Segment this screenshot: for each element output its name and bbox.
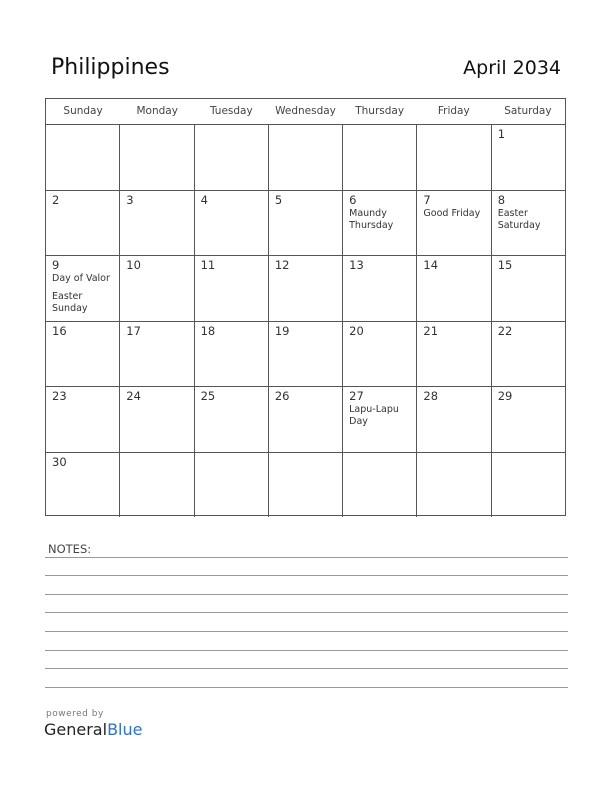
day-cell-23 bbox=[46, 387, 120, 452]
notes-line bbox=[45, 631, 568, 632]
day-number: 11 bbox=[200, 258, 216, 272]
day-number: 18 bbox=[200, 323, 216, 338]
day-number: 25 bbox=[200, 389, 216, 403]
day-number: 23 bbox=[52, 389, 67, 403]
calendar-country-title: Philippines bbox=[51, 55, 170, 80]
day-number: 9 bbox=[52, 258, 60, 272]
day-number: 5 bbox=[274, 192, 283, 207]
calendar-month-title: April 2034 bbox=[463, 57, 561, 79]
day-number: 29 bbox=[497, 389, 513, 403]
day-cell-3 bbox=[120, 191, 194, 256]
day-number: 12 bbox=[274, 258, 290, 272]
calendar-weeks bbox=[46, 125, 565, 517]
day-cell-13 bbox=[343, 256, 417, 321]
day-cell-26 bbox=[269, 387, 343, 452]
day-cell-16 bbox=[46, 322, 120, 387]
notes-line bbox=[45, 650, 568, 651]
weekday-header-friday: Friday bbox=[437, 105, 470, 117]
day-cell-4 bbox=[195, 191, 269, 256]
weekday-header-wednesday: Wednesday bbox=[275, 105, 336, 117]
day-number: 8 bbox=[497, 192, 506, 207]
week-row bbox=[46, 191, 565, 257]
day-cell-21 bbox=[417, 322, 491, 387]
day-cell-6 bbox=[343, 191, 417, 256]
brand-general: General bbox=[44, 720, 108, 739]
day-cell-empty bbox=[492, 453, 565, 518]
day-cell-empty bbox=[343, 125, 417, 190]
day-number: 21 bbox=[423, 323, 439, 338]
brand-blue: Blue bbox=[107, 720, 143, 739]
day-number: 19 bbox=[274, 323, 290, 338]
notes-line bbox=[45, 575, 568, 576]
holiday-event: Maundy Thursday bbox=[349, 207, 394, 231]
day-number: 15 bbox=[497, 258, 513, 272]
day-number: 30 bbox=[52, 454, 67, 469]
day-cell-20 bbox=[343, 322, 417, 387]
week-row bbox=[46, 125, 565, 191]
day-cell-empty bbox=[195, 453, 269, 518]
notes-line bbox=[45, 557, 568, 558]
week-row bbox=[46, 453, 565, 518]
day-cell-18 bbox=[195, 322, 269, 387]
holiday-event: Lapu-Lapu Day bbox=[349, 404, 399, 427]
day-number: 22 bbox=[497, 323, 513, 338]
week-row bbox=[46, 387, 565, 453]
week-row bbox=[46, 322, 565, 388]
holiday-event: Easter Sunday bbox=[52, 291, 88, 314]
day-cell-empty bbox=[269, 453, 343, 518]
day-number: 20 bbox=[349, 323, 364, 338]
day-cell-24 bbox=[120, 387, 194, 452]
day-cell-empty bbox=[195, 125, 269, 190]
notes-line bbox=[45, 668, 568, 669]
day-number: 3 bbox=[126, 192, 134, 207]
day-cell-12 bbox=[269, 256, 343, 321]
day-number: 14 bbox=[423, 258, 439, 272]
day-cell-29 bbox=[492, 387, 565, 452]
holiday-event: Good Friday bbox=[423, 207, 481, 219]
day-number: 24 bbox=[126, 389, 141, 403]
generalblue-logo[interactable] bbox=[44, 720, 142, 739]
day-number: 10 bbox=[126, 258, 141, 272]
notes-line bbox=[45, 612, 568, 613]
notes-line bbox=[45, 687, 568, 688]
day-number: 17 bbox=[126, 323, 141, 338]
day-number: 1 bbox=[497, 127, 506, 141]
day-cell-17 bbox=[120, 322, 194, 387]
day-cell-22 bbox=[492, 322, 565, 387]
day-cell-11 bbox=[195, 256, 269, 321]
day-cell-19 bbox=[269, 322, 343, 387]
day-cell-7 bbox=[417, 191, 491, 256]
notes-line bbox=[45, 594, 568, 595]
day-cell-2 bbox=[46, 191, 120, 256]
week-row bbox=[46, 256, 565, 322]
weekday-header-sunday: Sunday bbox=[63, 105, 103, 117]
day-cell-empty bbox=[120, 125, 194, 190]
day-cell-1 bbox=[492, 125, 565, 190]
day-number: 28 bbox=[423, 389, 439, 403]
day-number: 4 bbox=[200, 192, 208, 207]
day-number: 27 bbox=[349, 389, 364, 403]
day-cell-10 bbox=[120, 256, 194, 321]
notes-label: NOTES: bbox=[48, 542, 92, 556]
day-number: 26 bbox=[274, 389, 290, 403]
day-cell-empty bbox=[343, 453, 417, 518]
day-cell-empty bbox=[269, 125, 343, 190]
day-cell-8 bbox=[492, 191, 565, 256]
day-number: 7 bbox=[423, 192, 431, 207]
weekday-header-monday: Monday bbox=[136, 105, 178, 117]
day-cell-5 bbox=[269, 191, 343, 256]
day-cell-15 bbox=[492, 256, 565, 321]
day-cell-9 bbox=[46, 256, 120, 321]
holiday-event: Easter Saturday bbox=[497, 207, 541, 231]
weekday-header-thursday: Thursday bbox=[355, 105, 405, 117]
day-cell-empty bbox=[417, 453, 491, 518]
holiday-event: Day of Valor bbox=[52, 273, 110, 284]
weekday-header-saturday: Saturday bbox=[504, 105, 552, 117]
weekday-header-tuesday: Tuesday bbox=[209, 105, 253, 117]
day-number: 16 bbox=[52, 323, 67, 338]
day-cell-28 bbox=[417, 387, 491, 452]
day-number: 2 bbox=[52, 192, 60, 207]
day-number: 13 bbox=[349, 258, 364, 272]
day-cell-25 bbox=[195, 387, 269, 452]
day-number: 6 bbox=[349, 192, 357, 207]
day-cell-27 bbox=[343, 387, 417, 452]
weekday-header-row bbox=[46, 99, 565, 125]
day-cell-30 bbox=[46, 453, 120, 518]
day-cell-empty bbox=[417, 125, 491, 190]
day-cell-empty bbox=[46, 125, 120, 190]
calendar-grid bbox=[45, 98, 566, 516]
powered-by-text: powered by bbox=[46, 709, 104, 719]
day-cell-empty bbox=[120, 453, 194, 518]
day-cell-14 bbox=[417, 256, 491, 321]
